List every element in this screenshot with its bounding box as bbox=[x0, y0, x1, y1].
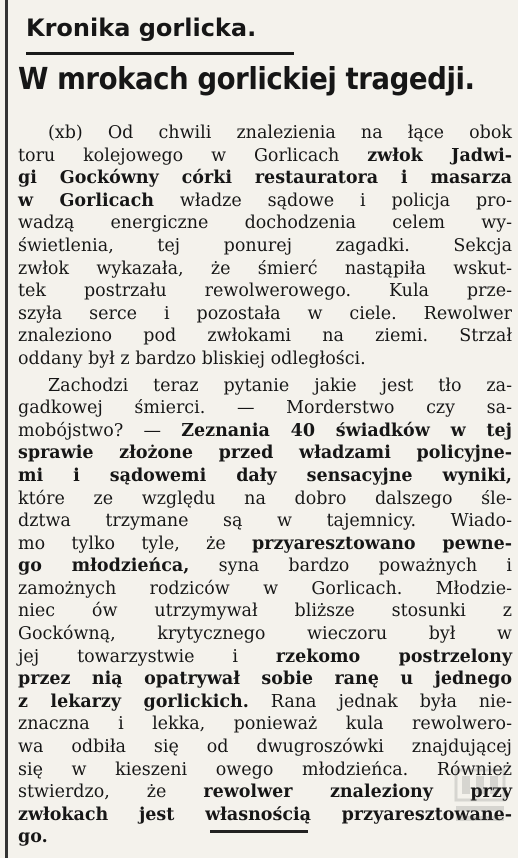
article-line bbox=[18, 190, 512, 213]
text: znaleziono pod zwłokami na ziemi. Strzał bbox=[18, 326, 512, 347]
article-end-rule bbox=[210, 830, 308, 833]
article-line bbox=[18, 325, 512, 348]
text: które ze względu na dobro dalszego śle- bbox=[18, 488, 512, 509]
article-line bbox=[18, 258, 512, 281]
article-line bbox=[18, 533, 512, 556]
text: władze sądowe i policja pro- bbox=[154, 190, 513, 211]
text: gadkowej śmierci. — Morderstwo czy sa- bbox=[18, 398, 512, 419]
article-body bbox=[18, 122, 512, 849]
bold-text: zwłokach jest własnością przyaresztowane- bbox=[18, 804, 512, 825]
text: (xb) Od chwili znalezienia na łące obok bbox=[48, 123, 512, 143]
text: wa odbiła się od dwugroszówki znajdującej bbox=[18, 737, 512, 758]
article-line bbox=[18, 781, 512, 804]
article-line bbox=[18, 555, 512, 578]
article-line bbox=[18, 303, 512, 326]
article-line bbox=[18, 510, 512, 533]
text: jej towarzystwie i bbox=[18, 646, 276, 667]
article-line bbox=[18, 691, 512, 714]
article-line bbox=[18, 420, 512, 443]
column-rule bbox=[5, 0, 8, 858]
bold-text: zwłok Jadwi- bbox=[367, 145, 512, 166]
bold-text: z lekarzy gorlickich. bbox=[18, 691, 249, 712]
article-line bbox=[18, 280, 512, 303]
article-line bbox=[18, 122, 512, 145]
text: toru kolejowego w Gorlicach bbox=[18, 145, 368, 166]
text: niec ów utrzymywał bliższe stosunki z bbox=[18, 601, 512, 622]
bold-text: przyaresztowano pewne- bbox=[252, 533, 512, 554]
article-line bbox=[18, 713, 512, 736]
bold-text: sprawie złożone przed władzami policyjne- bbox=[18, 443, 512, 464]
bold-text: w Gorlicach bbox=[18, 190, 154, 211]
article-line bbox=[18, 145, 512, 168]
article-line bbox=[18, 348, 512, 371]
text: dztwa trzymane są w tajemnicy. Wiado- bbox=[18, 511, 512, 532]
article-line bbox=[18, 397, 512, 420]
article-line bbox=[18, 804, 512, 827]
article-line bbox=[18, 212, 512, 235]
section-underline bbox=[26, 52, 294, 55]
text: stwierdzo, że bbox=[18, 782, 204, 803]
text: tek postrzału rewolwerowego. Kula prze- bbox=[18, 281, 512, 302]
text: Rana jednak była nie- bbox=[248, 691, 512, 712]
text: mo tylko tyle, że bbox=[18, 533, 252, 554]
text: znaczna i lekka, ponieważ kula rewolwero- bbox=[18, 714, 512, 735]
article-line bbox=[18, 668, 512, 691]
article-line bbox=[18, 600, 512, 623]
text: szyła serce i pozostała w ciele. Rewolwer bbox=[18, 303, 512, 324]
article-headline: W mrokach gorlickiej tragedji. bbox=[18, 62, 475, 97]
text: świetlenia, tej ponurej zagadki. Sekcja bbox=[18, 235, 512, 256]
article-line bbox=[18, 578, 512, 601]
article-line bbox=[18, 623, 512, 646]
bold-text: go młodzieńca, bbox=[18, 556, 190, 577]
article-line bbox=[18, 465, 512, 488]
section-title: Kronika gorlicka. bbox=[26, 14, 257, 42]
article-line bbox=[18, 442, 512, 465]
article-line bbox=[18, 167, 512, 190]
text: Gockówną, krytycznego wieczoru był w bbox=[18, 624, 512, 645]
bold-text: Zeznania 40 świadków w tej bbox=[181, 420, 512, 441]
text: syna bardzo poważnych i bbox=[189, 556, 512, 577]
bold-text: rewolwer znaleziony przy bbox=[203, 782, 512, 803]
text: się w kieszeni owego młodzieńca. Również bbox=[18, 759, 512, 780]
text: wadzą energiczne dochodzenia celem wy- bbox=[18, 213, 512, 234]
article-line bbox=[18, 736, 512, 759]
watermark-logo bbox=[452, 768, 508, 828]
bold-text: go. bbox=[18, 827, 48, 848]
text: zamożnych rodziców w Gorlicach. Młodzie- bbox=[18, 578, 512, 599]
bold-text: rzekomo postrzelony bbox=[275, 646, 512, 667]
bold-text: gi Gockówny córki restauratora i masarza bbox=[18, 168, 512, 189]
bold-text: przez nią opatrywał sobie ranę u jednego bbox=[18, 669, 512, 690]
article-line bbox=[18, 235, 512, 258]
article-line bbox=[18, 375, 512, 398]
text: Zachodzi teraz pytanie jakie jest tło za- bbox=[48, 375, 512, 396]
article-line bbox=[18, 646, 512, 669]
article-line bbox=[18, 759, 512, 782]
text: zwłok wykazała, że śmierć nastąpiła wskut- bbox=[18, 258, 512, 279]
text: oddany był z bardzo bliskiej odległości. bbox=[18, 348, 366, 369]
bold-text: mi i sądowemi dały sensacyjne wyniki, bbox=[18, 465, 512, 486]
text: mobójstwo? — bbox=[18, 420, 182, 441]
article-line bbox=[18, 488, 512, 511]
